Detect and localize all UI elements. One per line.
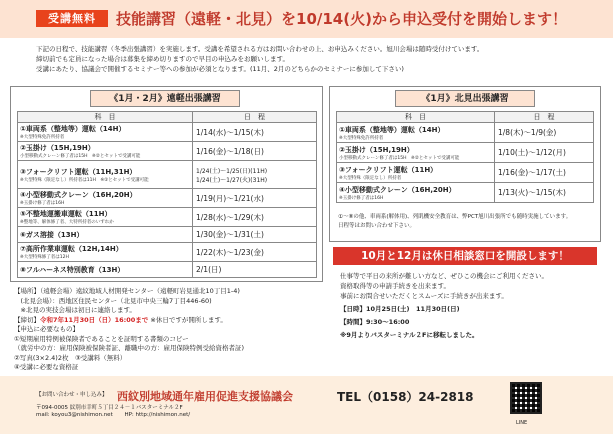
course-name: ③フォークリフト運転（11H,31H）: [20, 167, 137, 176]
course-name: ④小型移動式クレーン（16H,20H）: [20, 191, 137, 199]
address: 〒094-0005 紋別市幸町５丁目２４－１バスターミナル２F: [36, 405, 183, 411]
homepage-link[interactable]: HP: http://nishimon.net/: [124, 412, 191, 418]
col-course-header: 科 目: [18, 112, 193, 123]
holiday-text: 資格取得等の申請手続きを出来ます。: [340, 282, 450, 290]
table-row: [18, 262, 317, 278]
requirements-title: 【申込に必要なもの】: [14, 325, 79, 333]
table-row: [337, 163, 594, 183]
course-note: ※大型特殊免許所持者: [20, 135, 65, 140]
course-name: ④小型移動式クレーン（16H,20H）: [339, 185, 456, 194]
course-name: ⑥ガス溶接（13H）: [20, 230, 84, 239]
course-date: 1/10(土)～1/12(月): [495, 143, 594, 163]
course-note: ※玉掛け修了者は16H: [20, 201, 65, 206]
course-date: 1/19(月)～1/21(水): [193, 189, 317, 208]
intro-line: 締切前でも定員になった場合は募集を締め切りますので早目の申込みをお願いします。: [36, 55, 289, 64]
table-row: [337, 123, 594, 143]
mail-address[interactable]: mail: koyou3@nishimon.net: [36, 412, 113, 418]
table-row: [18, 123, 317, 142]
col-course-header: 科 目: [337, 112, 495, 123]
kitami-note: [338, 213, 571, 231]
headline: 技能講習（遠軽・北見）を10/14(火)から申込受付を開始します！: [116, 10, 567, 28]
course-name: ③フォークリフト運転（11H）: [339, 165, 438, 174]
holiday-time: [340, 317, 548, 327]
line-label: LINE: [516, 420, 528, 426]
venue-line: (北見会場）：西地区住民センター（北見市中央三輪7丁目446-60): [14, 296, 212, 305]
course-name: ⑦高所作業車運転（12H,14H）: [20, 245, 123, 253]
requirement-item: ①短期雇用特例被保険者であることを証明する書類のコピー: [14, 334, 189, 343]
bus-terminal-note: ※9月よりバスターミナル２Fに移転しました。: [340, 331, 479, 339]
course-name: ②玉掛け（15H,19H）: [339, 145, 414, 154]
course-date: 1/13(火)～1/15(木): [495, 183, 594, 203]
course-name: ⑤不整地運搬車運転（11H）: [20, 210, 112, 218]
course-date: 1/28(水)～1/29(木): [193, 208, 317, 227]
requirement-item: ④受講に必要な資格証: [14, 363, 79, 371]
course-name: ①車両系（整地等）運転（14H）: [339, 125, 445, 134]
table-row: [18, 189, 317, 208]
intro-line: 受講にあたり、協議会で開催するセミナー等への参加が必須となります。(11月、2月のどちらかのセミナーに参加して下さい): [36, 65, 404, 74]
holiday-banner: 10月と12月は休日相談窓口を開設します！: [333, 247, 597, 265]
table-row: [337, 143, 594, 163]
col-date-header: 日 程: [193, 112, 317, 123]
course-note: ※整地等、解体修了者、大特所持者のいずれか: [20, 220, 114, 225]
requirement-item: （就労中の方：雇用保険被保険者証、離職中の方：雇用保険特例受給資格者証): [14, 344, 245, 352]
table-row: [18, 142, 317, 161]
holiday-text: 仕事等で平日の来所が難しい方など、ぜひこの機会にご利用ください。: [340, 272, 548, 280]
table-row: [18, 161, 317, 189]
engaru-table: [17, 111, 317, 278]
contact-links: [36, 412, 190, 418]
course-date: 2/1(日): [193, 262, 317, 278]
course-note: ※大型特殊（限定なし）所持者: [339, 175, 402, 181]
course-note: ※玉掛け修了者は16H: [339, 195, 384, 201]
contact-label: 【お問い合わせ・申し込み】: [36, 392, 108, 398]
org-name: 西紋別地域通年雇用促進支援協議会: [117, 390, 293, 403]
course-date: 1/22(木)～1/23(金): [193, 243, 317, 262]
course-date: 1/16(金)～1/17(土): [495, 163, 594, 183]
course-note: ※大型特殊修了者は12H: [20, 255, 69, 260]
holiday-date-value: 10月25日(土) 11月30日(日): [366, 305, 460, 313]
holiday-date: [340, 304, 548, 314]
deadline: [14, 316, 244, 326]
intro-line: 下記の日程で、技能講習（冬季出張講習）を実施します。受講を希望される方はお問い合わせの上、お申込みください。旭川会場は随時受付けています。: [36, 45, 484, 53]
footer: [0, 376, 613, 434]
course-date: 1/30(金)～1/31(土): [193, 227, 317, 243]
holiday-date-label: 【日時】: [340, 305, 366, 313]
holiday-time-label: 【時間】: [340, 318, 366, 326]
col-date-header: 日 程: [495, 112, 594, 123]
course-date: 1/16(金)～1/18(日): [193, 142, 317, 161]
venue-info: [14, 287, 244, 373]
tel-number: TEL（0158）24-2818: [337, 390, 474, 404]
course-name: ①車両系（整地等）運転（14H）: [20, 125, 126, 133]
kitami-note-line: 日程等はお問い合わせ下さい。: [338, 223, 416, 229]
course-name: ⑧フルハーネス特別教育（13H）: [20, 265, 125, 274]
requirement-item: ②写真(3×2.4)2枚 ③受講料（無料）: [14, 353, 127, 362]
kitami-table: [336, 111, 594, 203]
course-date-alt: 1/24(土)～1/27(火)(31H): [196, 176, 268, 184]
holiday-text: 事前にお問合せいただくとスムーズに手続きが出来ます。: [340, 292, 508, 300]
table-row: [337, 183, 594, 203]
deadline-note: ※休日ですが開所します。: [150, 315, 227, 324]
course-note: 小型移動式クレーン修了者は15H ※②とセットで受講可能: [339, 155, 460, 161]
free-badge: 受講無料: [36, 10, 108, 27]
course-note: 小型移動式クレーン修了者は15H ※②とセットで受講可能: [20, 154, 141, 159]
engaru-title: 《1月・2月》遠軽出張講習: [90, 90, 240, 107]
table-row: [18, 243, 317, 262]
holiday-info: [340, 271, 548, 340]
venue-line: ※北見の実技会場は初日に連絡します。: [14, 306, 136, 314]
holiday-time-value: 9:30～16:00: [366, 318, 410, 326]
deadline-value: 令和7年11月30日（日）16:00まで: [40, 315, 149, 324]
intro-text: [36, 44, 596, 75]
course-date: 1/24(土)～1/25(日)(11H): [196, 167, 268, 175]
venue-line: 【場所】（遠軽会場）遠紋地域人材開発センター（遠軽町岩見通北10丁目1-4): [14, 287, 240, 295]
table-row: [18, 208, 317, 227]
course-date: 1/14(水)～1/15(木): [193, 123, 317, 142]
course-date: 1/8(木)～1/9(金): [495, 123, 594, 143]
course-name: ②玉掛け（15H,19H）: [20, 144, 95, 152]
kitami-note-line: ①～⑧の他、車両系(解体用)、列肌機安全教育は、弊PCT旭川出張所でも随時実施しています。: [338, 214, 572, 220]
course-note: ※大型特殊免許所持者: [339, 135, 384, 141]
deadline-label: 【締切】: [14, 315, 40, 324]
qr-code-icon[interactable]: [510, 382, 542, 414]
kitami-title: 《1月》北見出張講習: [395, 90, 535, 107]
table-row: [18, 227, 317, 243]
course-note: ※大型特殊（限定なし）所持者は11H ※②とセットで受講可能: [20, 177, 149, 183]
